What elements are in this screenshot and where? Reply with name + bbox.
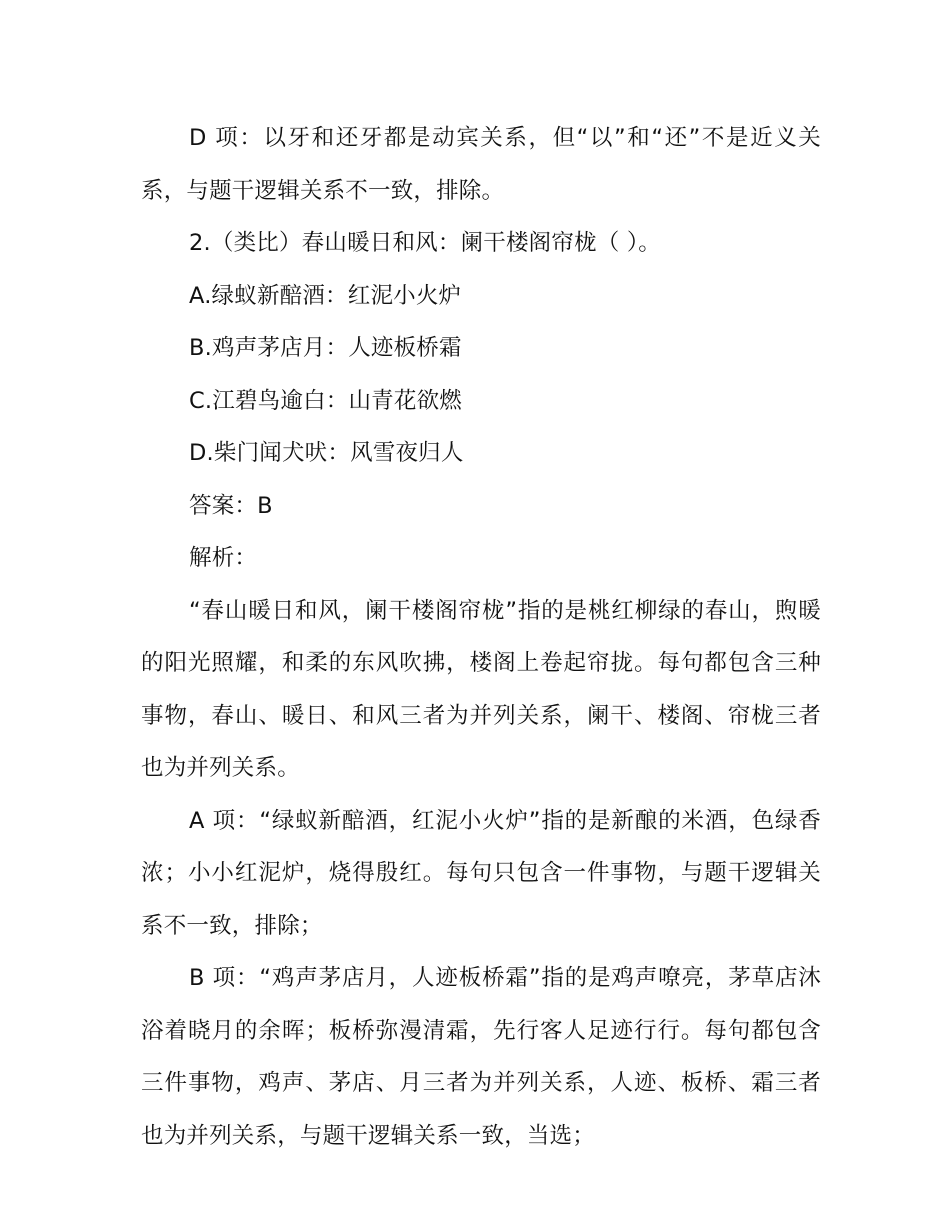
option-a-explanation-paragraph: A 项：“绿蚁新醅酒，红泥小火炉”指的是新酿的米酒，色绿香浓；小小红泥炉，烧得殷红。每句只包含一件事物，与题干逻辑关系不一致，排除； bbox=[141, 807, 821, 939]
option-d-explanation-paragraph: D 项：以牙和还牙都是动宾关系，但“以”和“还”不是近义关系，与题干逻辑关系不一致，排除。 bbox=[141, 125, 821, 204]
option-b: B.鸡声茅店月：人迹板桥霜 bbox=[189, 335, 462, 361]
document-body bbox=[141, 112, 821, 1162]
option-b-explanation-paragraph: B 项：“鸡声茅店月，人迹板桥霜”指的是鸡声嘹亮，茅草店沐浴着晓月的余晖；板桥弥漫清霜，先行客人足迹行行。每句都包含三件事物，鸡声、茅店、月三者为并列关系，人迹、板桥、霜三者也为并列关系，与题干逻辑关系一致，当选； bbox=[141, 965, 821, 1149]
option-d: D.柴门闻犬吠：风雪夜归人 bbox=[189, 440, 464, 466]
option-c: C.江碧鸟逾白：山青花欲燃 bbox=[189, 387, 462, 414]
analysis-heading: 解析： bbox=[189, 545, 258, 571]
question-stem: 2.（类比）春山暖日和风：阑干楼阁帘栊（ ）。 bbox=[189, 230, 661, 256]
answer-line: 答案：B bbox=[189, 492, 273, 519]
option-a: A.绿蚁新醅酒：红泥小火炉 bbox=[189, 282, 462, 309]
analysis-paragraph: “春山暖日和风，阑干楼阁帘栊”指的是桃红柳绿的春山，煦暖的阳光照耀，和柔的东风吹拂，楼阁上卷起帘拢。每句都包含三种事物，春山、暖日、和风三者为并列关系，阑干、楼阁、帘栊三者也为并列关系。 bbox=[141, 597, 821, 781]
